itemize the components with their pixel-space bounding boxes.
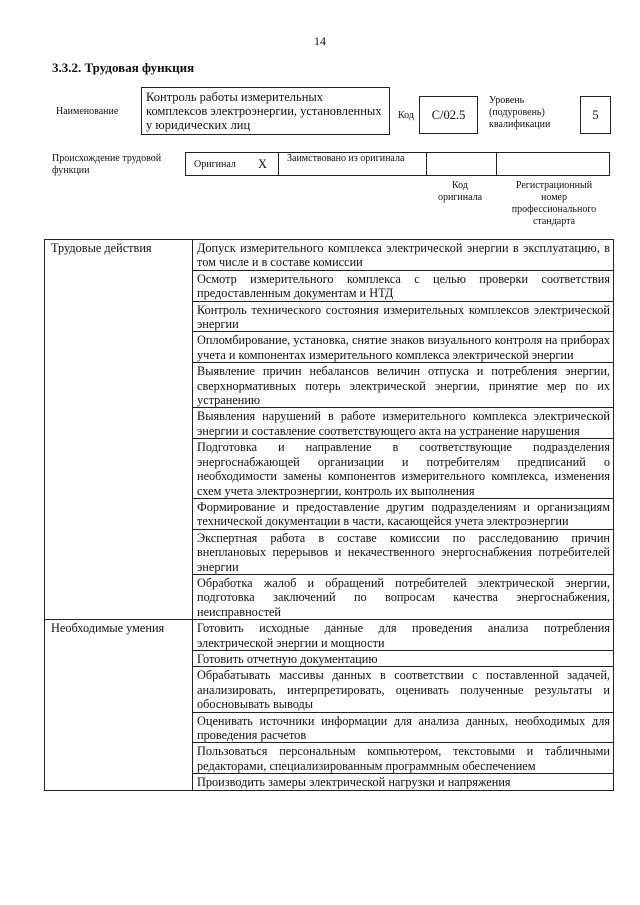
table-item-cell: Производить замеры электрической нагрузки и напряжения [193,774,614,790]
table-item-cell: Оценивать источники информации для анализа данных, необходимых для проведения расчетов [193,712,614,743]
code-value-box [419,96,478,134]
original-label: Оригинал [194,159,236,170]
table-item-cell: Пользоваться персональным компьютером, текстовыми и табличными редакторами, специализированным программным обеспечением [193,743,614,774]
level-value-box [580,96,611,134]
reg-number-label: Регистрационный номер профессионального стандарта [511,180,597,227]
table-item-cell: Готовить отчетную документацию [193,650,614,666]
page-number: 14 [314,34,326,48]
table-item-cell: Готовить исходные данные для проведения анализа потребления электрической энергии и мощности [193,620,614,651]
table-item-cell: Осмотр измерительного комплекса с целью проверки соответствия предоставленным документам и НТД [193,270,614,301]
borrowed-label: Заимствовано из оригинала [287,153,405,164]
table-item-cell: Контроль технического состояния измерительных комплексов электрической энергии [193,301,614,332]
table-item-cell: Выявление причин небалансов величин отпуска и потребления энергии, сверхнормативных потерь электрической энергии, принятие мер по их устранению [193,363,614,408]
level-value: 5 [592,108,599,122]
function-table [44,239,614,791]
table-item-cell: Опломбирование, установка, снятие знаков визуального контроля на приборах учета и компонентах измерительного комплекса электрической энергии [193,332,614,363]
name-value: Контроль работы измерительных комплексов электроэнергии, установленных у юридических лиц [146,90,382,132]
table-row [45,620,614,651]
table-row [45,240,614,271]
table-item-cell: Выявления нарушений в работе измерительного комплекса электрической энергии и составление соответствующего акта на устранение нарушения [193,408,614,439]
section-title: 3.3.2. Трудовая функция [52,60,195,75]
table-item-cell: Экспертная работа в составе комиссии по расследованию причин внеплановых перерывов и некачественного энергоснабжения потребителей энергии [193,529,614,574]
table-item-cell: Формирование и предоставление другим подразделениям и организациям технической документации в части, касающейся учета электроэнергии [193,498,614,529]
name-label: Наименование [56,106,119,117]
table-item-cell: Обрабатывать массивы данных в соответствии с поставленной задачей, анализировать, интерпретировать, оценивать полученные результаты и обосновывать выводы [193,667,614,712]
table-item-cell: Обработка жалоб и обращений потребителей электрической энергии, подготовка заключений по вопросам качества энергоснабжения, неисправностей [193,574,614,619]
code-original-label: Код оригинала [437,180,483,203]
table-item-cell: Подготовка и направление в соответствующие подразделения энергоснабжающей организации и потребителям предписаний о необходимости замены компонентов измерительного комплекса, изменения схем учета электроэнергии, контроль их выполнения [193,439,614,499]
name-value-box [141,87,390,135]
origin-row [185,152,610,176]
code-value: C/02.5 [431,108,466,122]
section-title-cell: Необходимые умения [45,620,193,790]
section-title-cell: Трудовые действия [45,240,193,620]
code-label: Код [398,110,414,121]
level-label: Уровень (подуровень) квалификации [489,95,551,130]
table-item-cell: Допуск измерительного комплекса электрической энергии в эксплуатацию, в том числе и в составе комиссии [193,240,614,271]
origin-label: Происхождение трудовой функции [52,153,162,176]
original-mark: X [258,157,268,171]
